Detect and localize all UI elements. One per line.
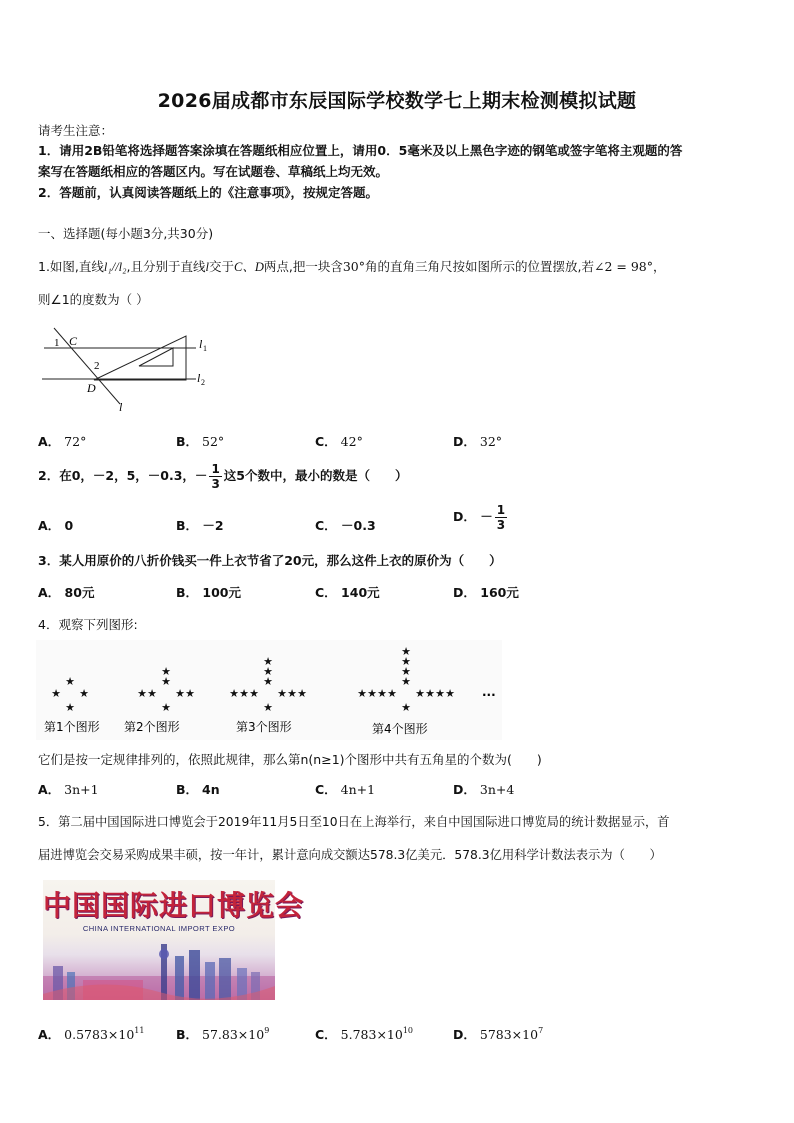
q5-option-d[interactable]: D． $5783\times 10^7$ — [453, 1026, 544, 1042]
star-icon: ★ — [435, 687, 445, 700]
star-icon: ★ — [51, 687, 61, 700]
q2-option-c[interactable]: C． －0.3 — [315, 518, 376, 533]
q1-geometry-figure — [36, 322, 216, 416]
star-icon: ★ — [297, 687, 307, 700]
q2-text-post: 这5个数中，最小的数是（ ） — [223, 468, 408, 483]
q1-angle30: 30° — [342, 259, 365, 274]
figure-ellipsis: ··· — [482, 688, 496, 702]
q4-star-svg — [36, 640, 502, 740]
q1-option-a[interactable] — [38, 432, 86, 450]
star-icon: ★ — [401, 701, 411, 714]
figure-caption-4: 第4个图形 — [372, 722, 428, 736]
option-text: 42° — [340, 434, 363, 449]
notice-heading: 请考生注意： — [38, 123, 114, 138]
q1-stem — [38, 257, 666, 275]
star-icon: ★ — [277, 687, 287, 700]
star-icon: ★ — [401, 645, 411, 658]
q2-option-a[interactable]: A． 0 — [38, 518, 74, 533]
q4-option-a[interactable]: A． 3n+1 — [38, 782, 99, 797]
q5-option-b[interactable]: B． $57.83\times 10^9$ — [176, 1026, 270, 1042]
star-icon: ★ — [249, 687, 259, 700]
q1-option-b[interactable] — [176, 432, 224, 450]
star-icon: ★ — [239, 687, 249, 700]
option-letter: D． — [453, 434, 476, 449]
star-icon: ★ — [263, 675, 273, 688]
q3-stem: 3．某人用原价的八折价钱买一件上衣节省了20元，那么这件上衣的原价为（ ） — [38, 553, 502, 568]
label-l: l — [119, 400, 123, 414]
q3-option-d[interactable]: D． 160元 — [453, 585, 519, 600]
notice-line-1b: 案写在答题纸相应的答题区内。写在试题卷、草稿纸上均无效。 — [38, 164, 389, 179]
banner-title-en: CHINA INTERNATIONAL IMPORT EXPO — [82, 924, 236, 933]
label-l2: l — [197, 371, 201, 385]
star-icon: ★ — [175, 687, 185, 700]
label-l1-sub: 1 — [203, 344, 207, 353]
q1-option-c[interactable] — [315, 432, 363, 450]
q2-option-b[interactable]: B． －2 — [176, 518, 224, 533]
option-letter: A． — [38, 434, 61, 449]
star-icon: ★ — [401, 665, 411, 678]
expo-banner-image — [43, 880, 305, 1000]
q4-option-b[interactable]: B． 4n — [176, 782, 220, 797]
star-icon: ★ — [65, 701, 75, 714]
label-l2-sub: 2 — [201, 378, 205, 387]
q1-option-d[interactable] — [453, 432, 502, 450]
q1-parallel-lines: l₁//l₂ — [103, 260, 127, 274]
q4-option-c[interactable]: C． 4n+1 — [315, 782, 376, 797]
q1-points: C、D — [233, 260, 264, 274]
option-text: 52° — [202, 434, 225, 449]
q4-question: 它们是按一定规律排列的，依照此规律，那么第n(n≥1)个图形中共有五角星的个数为( ) — [38, 752, 542, 767]
star-icon: ★ — [445, 687, 455, 700]
q2-stem — [38, 463, 408, 490]
figure-caption-3: 第3个图形 — [236, 720, 292, 734]
q2-text-pre: 2．在0，－2，5，－0.3，－ — [38, 468, 208, 483]
q1-angle2: ∠2 = 98° — [593, 259, 653, 274]
star-icon: ★ — [387, 687, 397, 700]
q1-text-end: ， — [653, 259, 666, 274]
q3-option-b[interactable]: B． 100元 — [176, 585, 241, 600]
banner-title-cn: 中国国际进口博览会 — [43, 889, 305, 922]
q2-fraction: $\frac{1}{3}$ — [211, 462, 220, 491]
option-letter: C． — [315, 434, 337, 449]
star-icon: ★ — [401, 675, 411, 688]
q1-stem-line2: 则∠1的度数为（ ） — [38, 292, 149, 307]
star-icon: ★ — [263, 701, 273, 714]
q2-option-d[interactable]: D． － $\frac{1}{3}$ — [453, 503, 506, 532]
q2-optD-fraction: $\frac{1}{3}$ — [496, 503, 506, 532]
q4-stem: 4．观察下列图形: — [38, 617, 138, 632]
star-icon: ★ — [137, 687, 147, 700]
page-title: 2026届成都市东辰国际学校数学七上期末检测模拟试题 — [157, 90, 637, 112]
q1-text-pre: 1.如图,直线 — [38, 259, 104, 274]
star-icon: ★ — [161, 701, 171, 714]
label-angle1: 1 — [54, 337, 60, 349]
q5-option-a[interactable]: A． $0.5783\times 10^{11}$ — [38, 1026, 145, 1042]
label-D: D — [87, 381, 96, 395]
q5-stem-line2: 届进博览会交易采购成果丰硕，按一年计，累计意向成交额达578.3亿美元．578.3亿用科学计数法表示为（ ） — [38, 848, 662, 862]
star-icon: ★ — [229, 687, 239, 700]
q5-option-c[interactable]: C． $5.783\times 10^{10}$ — [315, 1026, 414, 1042]
star-icon: ★ — [401, 655, 411, 668]
star-icon: ★ — [425, 687, 435, 700]
star-icon: ★ — [287, 687, 297, 700]
star-icon: ★ — [185, 687, 195, 700]
q1-text-mid2: 交于 — [208, 259, 234, 274]
q3-option-c[interactable]: C． 140元 — [315, 585, 380, 600]
star-icon: ★ — [65, 675, 75, 688]
star-icon: ★ — [367, 687, 377, 700]
q1-text-mid1: ,且分别于直线 — [126, 259, 206, 274]
figure-caption-1: 第1个图形 — [44, 720, 100, 734]
notice-line-1a: 1．请用2B铅笔将选择题答案涂填在答题纸相应位置上，请用0．5毫米及以上黑色字迹的钢笔或签字笔将主观题的答 — [38, 143, 683, 158]
star-icon: ★ — [263, 665, 273, 678]
star-icon: ★ — [357, 687, 367, 700]
q1-line-l: l — [205, 260, 209, 274]
q3-option-a[interactable]: A． 80元 — [38, 585, 95, 600]
star-icon: ★ — [415, 687, 425, 700]
q1-text-mid4: 角的直角三角尺按如图所示的位置摆放,若 — [365, 259, 594, 274]
star-icon: ★ — [377, 687, 387, 700]
option-letter: B． — [176, 434, 199, 449]
star-icon: ★ — [161, 665, 171, 678]
label-l1: l — [199, 337, 203, 351]
label-angle2: 2 — [94, 360, 100, 372]
notice-line-2: 2．答题前，认真阅读答题纸上的《注意事项》，按规定答题。 — [38, 185, 378, 200]
option-text: 72° — [64, 434, 87, 449]
q5-stem-line1: 5．第二届中国国际进口博览会于2019年11月5日至10日在上海举行，来自中国国际进口博览局的统计数据显示，首 — [38, 815, 670, 829]
banner-skyline — [43, 936, 275, 1000]
star-icon: ★ — [263, 655, 273, 668]
section-heading: 一、选择题(每小题3分,共30分) — [38, 226, 214, 241]
star-icon: ★ — [147, 687, 157, 700]
figure-caption-2: 第2个图形 — [124, 720, 180, 734]
star-icon: ★ — [161, 675, 171, 688]
q4-option-d[interactable]: D． 3n+4 — [453, 782, 515, 797]
star-icon: ★ — [79, 687, 89, 700]
triangle-ruler — [94, 336, 186, 380]
label-C: C — [69, 334, 78, 348]
option-text: 32° — [479, 434, 503, 449]
q1-text-mid3: 两点,把一块含 — [263, 259, 343, 274]
